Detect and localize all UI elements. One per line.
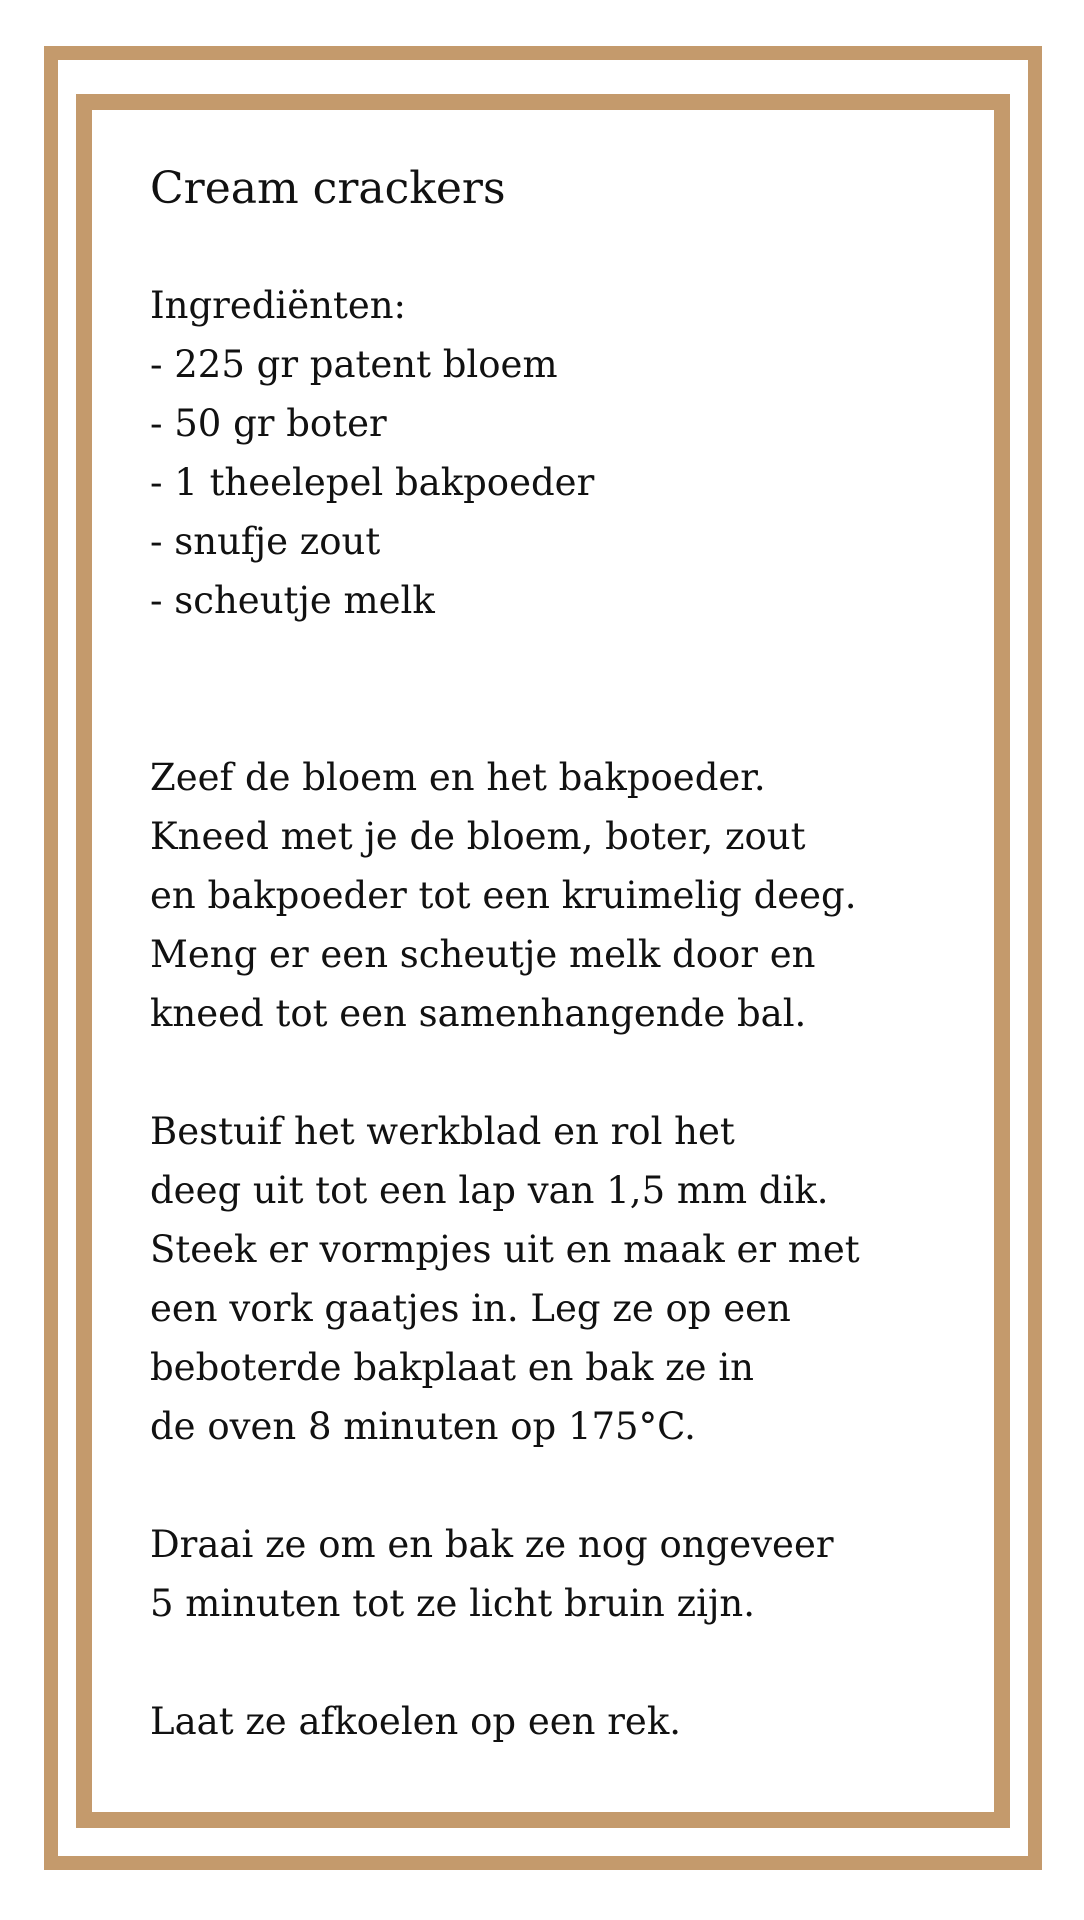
instruction-line: Bestuif het werkblad en rol het: [150, 1110, 735, 1153]
instruction-line: kneed tot een samenhangende bal.: [150, 992, 807, 1035]
instruction-line: Meng er een scheutje melk door en: [150, 933, 816, 976]
instruction-line: 5 minuten tot ze licht bruin zijn.: [150, 1582, 756, 1625]
ingredient-list: [150, 335, 960, 630]
instruction-line: Kneed met je de bloem, boter, zout: [150, 815, 806, 858]
instruction-paragraph: [150, 1102, 960, 1456]
ingredient-item: - snufje zout: [150, 520, 381, 563]
ingredient-item: - 1 theelepel bakpoeder: [150, 461, 595, 504]
instruction-paragraph: [150, 1515, 960, 1633]
ingredient-item: - 50 gr boter: [150, 402, 387, 445]
instruction-line: Steek er vormpjes uit en maak er met: [150, 1228, 860, 1271]
ingredient-item: - scheutje melk: [150, 579, 435, 622]
ingredients-heading: Ingrediënten:: [150, 284, 407, 327]
spacer: [150, 1043, 960, 1102]
ingredients-section: [150, 276, 960, 630]
spacer: [150, 630, 960, 748]
instruction-line: een vork gaatjes in. Leg ze op een: [150, 1287, 791, 1330]
instruction-line: Zeef de bloem en het bakpoeder.: [150, 756, 766, 799]
instruction-line: de oven 8 minuten op 175°C.: [150, 1405, 696, 1448]
instruction-line: deeg uit tot een lap van 1,5 mm dik.: [150, 1169, 829, 1212]
recipe-card: [150, 160, 960, 1751]
instruction-paragraph: [150, 1692, 960, 1751]
instruction-line: beboterde bakplaat en bak ze in: [150, 1346, 754, 1389]
instruction-paragraph: [150, 748, 960, 1043]
spacer: [150, 1456, 960, 1515]
instruction-line: Draai ze om en bak ze nog ongeveer: [150, 1523, 834, 1566]
spacer: [150, 1633, 960, 1692]
instruction-line: en bakpoeder tot een kruimelig deeg.: [150, 874, 857, 917]
instruction-line: Laat ze afkoelen op een rek.: [150, 1700, 682, 1743]
recipe-title: Cream crackers: [150, 163, 506, 214]
ingredient-item: - 225 gr patent bloem: [150, 343, 558, 386]
